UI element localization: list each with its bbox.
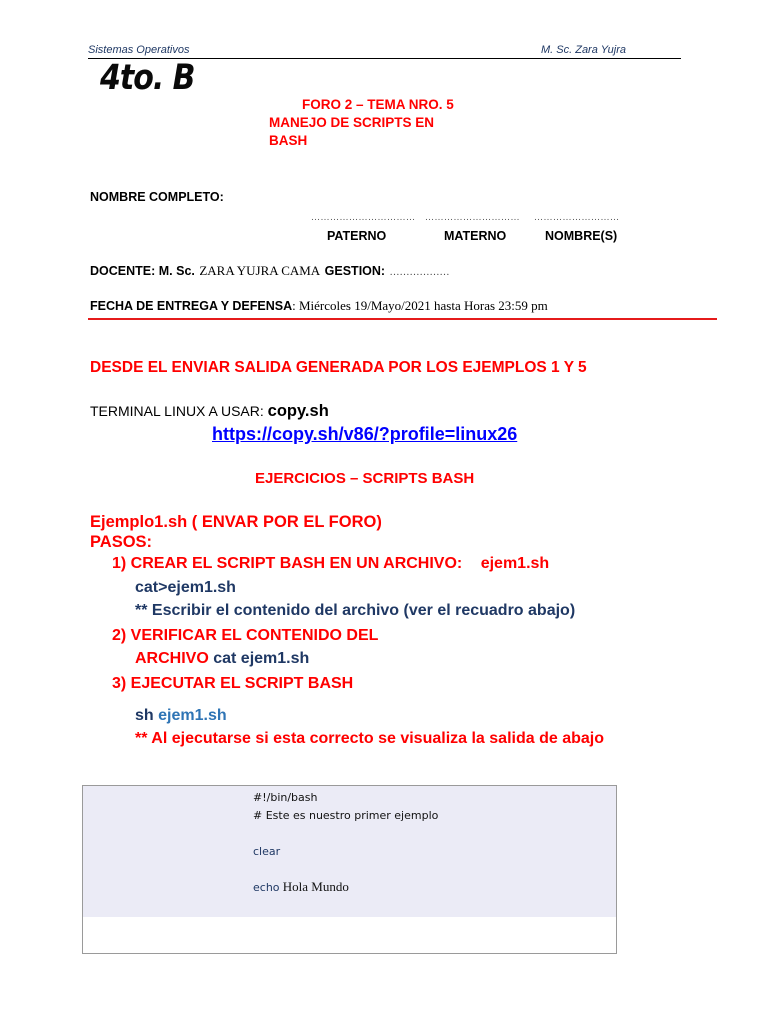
fecha-value: : Miércoles 19/Mayo/2021 hasta Horas 23:59 pm [292, 298, 548, 313]
docente-name: ZARA YUJRA CAMA [199, 263, 321, 278]
run-note: ** Al ejecutarse si esta correcto se visualiza la salida de abajo [135, 730, 604, 747]
run-command [135, 707, 227, 725]
code-echo-keyword: echo [253, 881, 280, 894]
code-background [83, 786, 616, 917]
docente-label: DOCENTE: M. Sc. [90, 264, 195, 278]
step-1-command: cat>ejem1.sh [135, 579, 236, 596]
pasos-label: PASOS: [90, 533, 153, 551]
header-course-name: Sistemas Operativos [88, 44, 190, 56]
step-1-label: 1) CREAR EL SCRIPT BASH EN UN ARCHIVO: [112, 555, 463, 572]
docente-row [90, 262, 450, 280]
step-2-command: cat ejem1.sh [213, 650, 310, 667]
nombre-label: NOMBRE COMPLETO: [90, 190, 224, 204]
section-title: EJERCICIOS – SCRIPTS BASH [255, 470, 475, 487]
step-2-label: 2) VERIFICAR EL CONTENIDO DEL [112, 627, 379, 644]
instructions-headline: DESDE EL ENVIAR SALIDA GENERADA POR LOS EJEMPLOS 1 Y 5 [90, 359, 587, 376]
terminal-url-link[interactable]: https://copy.sh/v86/?profile=linux26 [212, 424, 518, 444]
step-2-label-cont: ARCHIVO [135, 650, 209, 667]
paterno-label: PATERNO [327, 229, 387, 243]
title-line-2: MANEJO DE SCRIPTS EN [269, 115, 435, 130]
section-divider [88, 318, 717, 320]
step-1-file: ejem1.sh [480, 555, 550, 572]
code-line-shebang: #!/bin/bash [253, 791, 318, 804]
terminal-name: copy.sh [267, 402, 329, 420]
fecha-label: FECHA DE ENTREGA Y DEFENSA [90, 299, 293, 313]
step-3-label: 3) EJECUTAR EL SCRIPT BASH [112, 675, 354, 692]
code-echo-text: Hola Mundo [279, 879, 349, 894]
title-line-3: BASH [269, 133, 308, 148]
title-line-1: FORO 2 – TEMA NRO. 5 [302, 97, 454, 112]
run-file: ejem1.sh [158, 707, 227, 724]
document-title [269, 96, 454, 150]
paterno-blank: …………………………… [311, 212, 416, 222]
code-line-clear: clear [253, 845, 281, 858]
terminal-label: TERMINAL LINUX A USAR: [90, 403, 268, 419]
script-code-box [82, 785, 617, 954]
nombres-label: NOMBRE(S) [545, 229, 618, 243]
example-heading: Ejemplo1.sh ( ENVAR POR EL FORO) [90, 513, 382, 531]
header-author: M. Sc. Zara Yujra [541, 44, 626, 56]
course-group-label: 4to. B [100, 58, 195, 99]
materno-label: MATERNO [444, 229, 507, 243]
gestion-value: ……………… [389, 267, 450, 278]
code-line-comment: # Este es nuestro primer ejemplo [253, 809, 439, 822]
step-1 [112, 555, 549, 573]
materno-blank: ………………………… [425, 212, 520, 222]
run-sh: sh [135, 707, 154, 724]
gestion-label: GESTION: [324, 264, 386, 278]
terminal-row [90, 402, 329, 421]
code-line-echo [253, 879, 349, 895]
nombres-blank: ……………………… [534, 212, 620, 222]
fecha-row [90, 297, 548, 315]
step-1-note: ** Escribir el contenido del archivo (ver el recuadro abajo) [135, 602, 576, 619]
step-2-line-2 [135, 650, 309, 668]
